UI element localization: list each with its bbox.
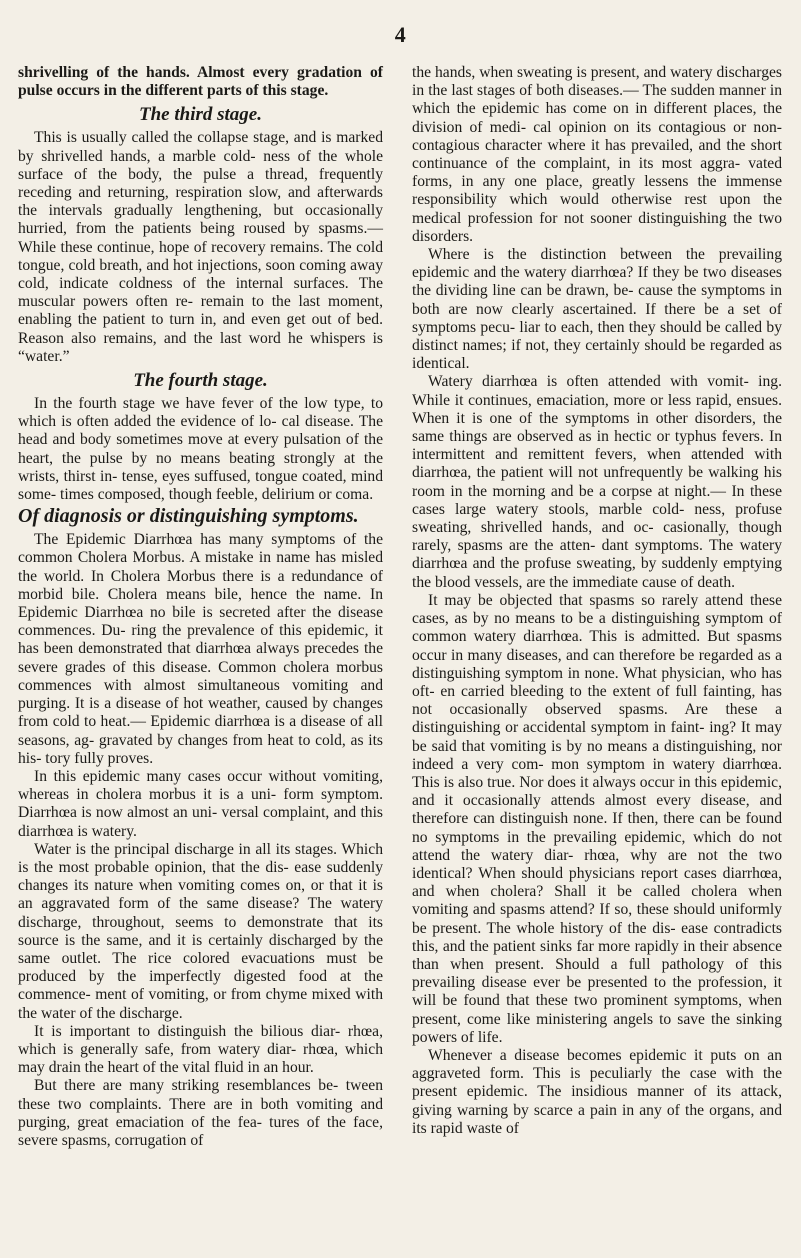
heading-diagnosis: Of diagnosis or distinguishing symptoms. xyxy=(18,505,359,528)
right-paragraph-1: the hands, when sweating is present, and watery discharges in the last stages of both diseases.— The sudden manner in which the epidemic has come on in different places, the division of medi- cal opinion on its contagious or non-contagious character where it has prevailed, and the short continuance of the complaint, in its most aggra- vated forms, in any one place, greatly lessens the immense responsibility which would otherwise rest upon the medical profession for not sooner distinguishing the two disorders. xyxy=(412,64,782,245)
diagnosis-paragraph-3: Water is the principal discharge in all its stages. Which is the most probable opinion, that the dis- ease suddenly changes its nature when vomiting comes on, or that it is an aggravated form of the same disease? The watery discharge, throughout, seems to demonstrate that its source is the same, and it is certainly discharged by the same outlet. The rice colored evacuations must be produced by the imperfectly digested food at the commence- ment of vomiting, or from chyme mixed with the water of the discharge. xyxy=(18,840,383,1022)
page-number: 4 xyxy=(394,22,407,47)
right-paragraph-4: It may be objected that spasms so rarely attend these cases, as by no means to be a distinguishing symptom of common watery diarrhœa. This is admitted. But spasms occur in many diseases, and can therefore be regarded as a distinguishing symptom in none. What physician, who has oft- en carried bleeding to the extent of full fainting, has not occasionally observed spasms. Are these a distinguishing or accidental symptom in faint- ing? It may be said that vomiting is by no means a distinguishing, nor indeed a very com- mon symptom in watery diarrhœa. This is also true. Nor does it always occur in this epidemic, and it occasionally attends almost every disease, and therefore can distinguish none. If then, there can be found no symptoms in the prevailing epidemic, which do not attend the watery diar- rhœa, why are not the two identical? When should physicians report cases diarrhœa, and when cholera? Shall it be called cholera when vomiting and spasms attend? If so, these should uniformly be present. The whole history of the dis- ease contradicts this, and the patient sinks far more rapidly in their absence than when present. Should a full pathology of this prevailing disease ever be presented to the profession, it will be found that these two prominent symptoms, when present, come like ministering angels to save the sinking powers of life. xyxy=(412,591,782,1046)
intro-paragraph: shrivelling of the hands. Almost every gradation of pulse occurs in the different parts of this stage. xyxy=(18,64,383,100)
right-paragraph-5: Whenever a disease becomes epidemic it puts on an aggraveted form. This is peculiarly the case with the present epidemic. The insidious manner of its attack, giving warning by scarce a pain in any of the organs, and its rapid waste of xyxy=(412,1046,782,1137)
diagnosis-paragraph-5: But there are many striking resemblances be- tween these two complaints. There are in both vomiting and purging, great emaciation of the fea- tures of the face, severe spasms, corrugation of xyxy=(18,1077,383,1149)
right-paragraph-2: Where is the distinction between the prevailing epidemic and the watery diarrhœa? If they be two diseases the dividing line can be drawn, be- cause the symptoms in both are now clearly ascertained. If there be a set of symptoms pecu- liar to each, then they should be called by distinct names; if not, they certainly should be regarded as identical. xyxy=(412,246,782,373)
right-paragraph-3: Watery diarrhœa is often attended with vomit- ing. While it continues, emaciation, more or less rapid, ensues. When it is one of the symptoms in other disorders, the same things are observed as in hectic or typhus fevers. In intermittent and remittent fevers, when attended with diarrhœa, the patient will not unfrequently be walking his room in the morning and be a corpse at night.— In these cases large watery stools, marble cold- ness, profuse sweating, shrivelled hands, and oc- casionally, though rarely, spasms are the atten- dant symptoms. The watery diarrhœa and the profuse sweating, by suddenly emptying the blood vessels, are the immediate cause of death. xyxy=(412,373,782,591)
third-stage-paragraph: This is usually called the collapse stage, and is marked by shrivelled hands, a marble cold- ness of the whole surface of the body, the pulse a thread, frequently receding and returning, respiration slow, and afterwards the intervals gradually lengthening, but occasionally hurried, from the patients being roused by spasms.— While these continue, hope of recovery remains. The cold tongue, cold breath, and hot injections, soon coming away cold, indicate coldness of the internal surfaces. The muscular powers often re- remain to the last moment, enabling the patient to turn in, and even get out of bed. Reason also remains, and the last word he whispers is “water.” xyxy=(18,129,383,365)
left-column xyxy=(18,64,383,1150)
right-column xyxy=(412,64,782,1138)
heading-third-stage: The third stage. xyxy=(139,104,262,126)
diagnosis-paragraph-4: It is important to distinguish the bilious diar- rhœa, which is generally safe, from watery diar- rhœa, which may drain the heart of the vital fluid in an hour. xyxy=(18,1022,383,1077)
fourth-stage-paragraph: In the fourth stage we have fever of the low type, to which is often added the evidence of lo- cal disease. The head and body sometimes move at every pulsation of the heart, the pulse by no means beating strongly at the wrists, thirst in- tense, eyes suffused, tongue coated, mind some- times composed, though feeble, delirium or coma. xyxy=(18,395,383,504)
heading-fourth-stage: The fourth stage. xyxy=(133,370,268,392)
diagnosis-paragraph-1: The Epidemic Diarrhœa has many symptoms of the common Cholera Morbus. A mistake in name has misled the world. In Cholera Morbus there is a redundance of morbid bile. Cholera means bile, hence the name. In Epidemic Diarrhœa no bile is secreted after the disease commences. Du- ring the prevalence of this epidemic, it has been demonstrated that diarrhœa always precedes the severe grades of this disease. Common cholera morbus commences with almost simultaneous vomiting and purging. It is a disease of hot weather, caused by changes from cold to heat.— Epidemic diarrhœa is a disease of all seasons, ag- gravated by changes from heat to cold, as its his- tory fully proves. xyxy=(18,531,383,767)
diagnosis-paragraph-2: In this epidemic many cases occur without vomiting, whereas in cholera morbus it is a uni- form symptom. Diarrhœa is now almost an uni- versal complaint, and this diarrhœa is watery. xyxy=(18,767,383,840)
